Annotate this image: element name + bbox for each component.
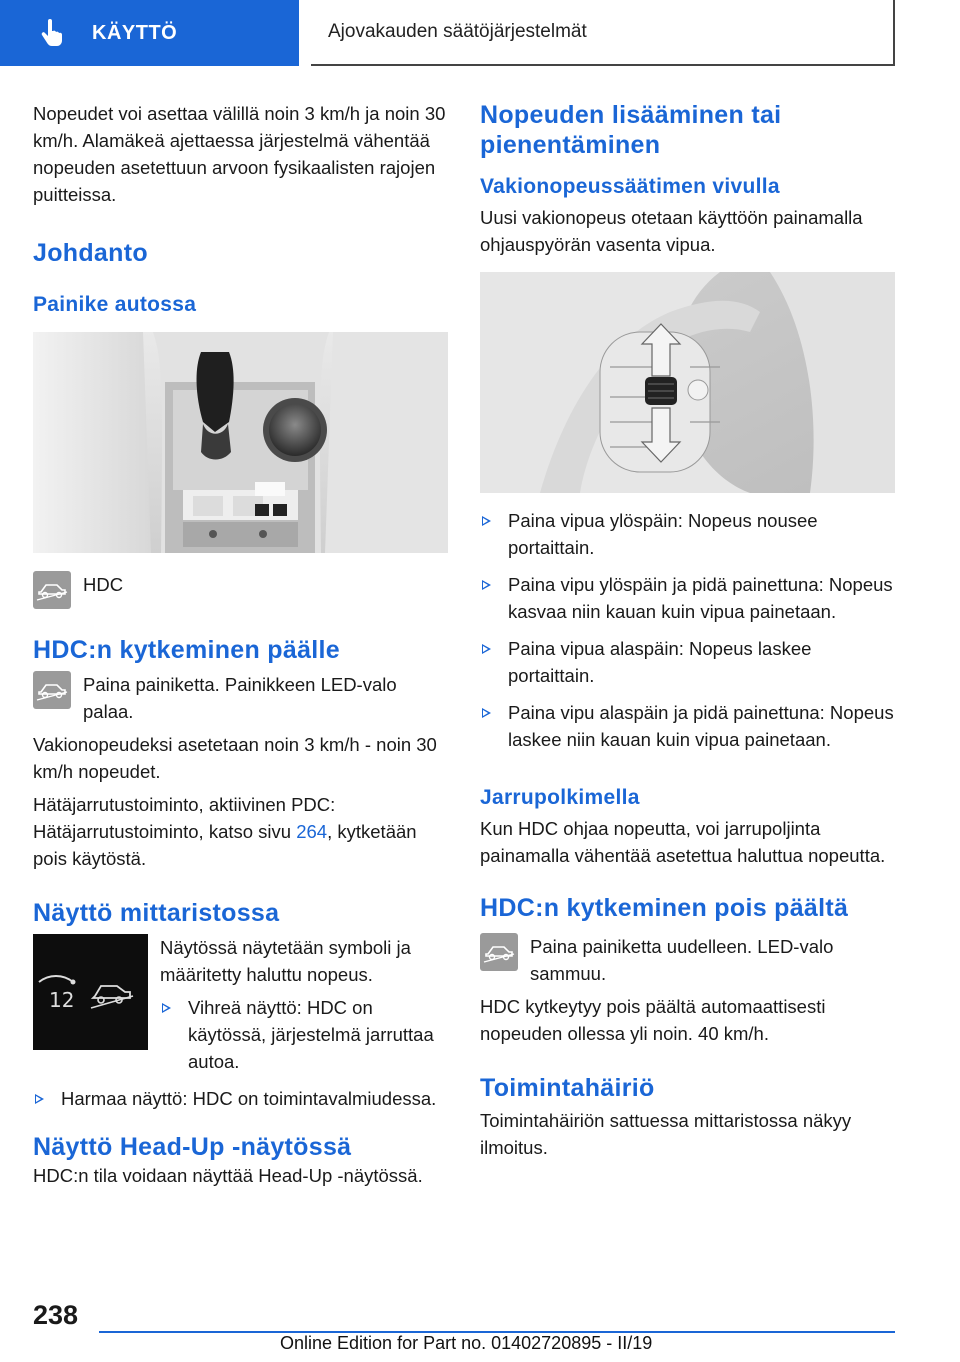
head-up-text: HDC:n tila voidaan näyttää Head-Up -näytössä. (33, 1165, 423, 1186)
pointing-hand-icon (40, 19, 64, 47)
hdc-car-symbol-icon (35, 678, 69, 702)
heading-brake-pedal: Jarrupolkimella (480, 786, 640, 809)
malfunction-text: Toimintahäiriön sattuessa mittaristossa näkyy ilmoitus. (480, 1110, 852, 1158)
emergency-brake-text (33, 791, 448, 872)
hdc-car-symbol-icon (35, 578, 69, 602)
heading-malfunction: Toimintahäiriö (480, 1074, 655, 1102)
left-column (33, 100, 448, 1195)
bullet-down-hold: Paina vipu alaspäin ja pidä painettuna: Nopeus laskee niin kauan kuin vipua painetaan. (480, 699, 895, 753)
steering-wheel-illustration (480, 272, 895, 493)
cluster-bullets (160, 994, 448, 1075)
brake-text-part1: Hätäjarrutustoiminto, aktiivinen PDC: Hätäjarrutustoiminto, katso sivu (33, 794, 336, 842)
chapter-title-text: Ajovakauden säätöjärjestelmät (328, 21, 587, 42)
bullet-up-step: Paina vipua ylöspäin: Nopeus nousee portaittain. (480, 507, 895, 561)
chapter-title (311, 0, 895, 66)
brake-text-part2: , kytketään pois käytöstä. (33, 821, 417, 869)
heading-change-speed: Nopeuden lisääminen tai pienentäminen (480, 101, 782, 159)
cluster-display-description (160, 934, 448, 1085)
heading-with-lever: Vakionopeussäätimen vivulla (480, 175, 780, 198)
heading-head-up: Näyttö Head-Up -näytössä (33, 1133, 352, 1161)
console-illustration (33, 332, 448, 553)
console-figure (33, 332, 448, 553)
lever-bullets (480, 507, 895, 753)
switch-on-instruction (33, 671, 448, 731)
hdc-legend (33, 571, 448, 609)
steering-wheel-figure (480, 272, 895, 493)
cluster-bullets-2 (33, 1085, 448, 1112)
switch-off-instruction (480, 933, 895, 993)
page-header (0, 0, 960, 66)
section-label: KÄYTTÖ (92, 21, 178, 44)
section-tab[interactable] (0, 0, 299, 66)
bullet-green-display: Vihreä näyttö: HDC on käytössä, järjestelmä jarruttaa autoa. (160, 994, 448, 1075)
cluster-display-image (33, 934, 148, 1050)
hdc-car-symbol-icon (482, 940, 516, 964)
lever-text: Uusi vakionopeus otetaan käyttöön painamalla ohjauspyörän vasenta vipua. (480, 207, 863, 255)
switch-on-text: Paina painiketta. Painikkeen LED-valo palaa. (83, 674, 397, 722)
heading-button-in-car: Painike autossa (33, 293, 197, 316)
heading-switch-off: HDC:n kytkeminen pois päältä (480, 894, 849, 922)
cluster-display-text: Näytössä näytetään symboli ja määritetty haluttu nopeus. (160, 937, 411, 985)
speeds-text: Vakionopeudeksi asetetaan noin 3 km/h - noin 30 km/h nopeudet. (33, 734, 437, 782)
hdc-icon (33, 571, 71, 609)
intro-paragraph: Nopeudet voi asettaa välillä noin 3 km/h ja noin 30 km/h. Alamäkeä ajettaessa järjestelmä vähentää nopeuden asetettuun arvoon fysikaalisten rajojen puitteissa. (33, 103, 446, 205)
switch-off-text: Paina painiketta uudelleen. LED-valo sammuu. (530, 936, 834, 984)
bullet-up-hold: Paina vipu ylöspäin ja pidä painettuna: Nopeus kasvaa niin kauan kuin vipua painetaan. (480, 571, 895, 625)
bullet-grey-display: Harmaa näyttö: HDC on toimintavalmiudessa. (33, 1085, 448, 1112)
cluster-display-block (33, 934, 448, 1085)
heading-switch-on: HDC:n kytkeminen päälle (33, 636, 340, 664)
hdc-button-icon (480, 933, 518, 971)
edition-info: Online Edition for Part no. 01402720895 - II/19 (280, 1333, 653, 1353)
heading-cluster-display: Näyttö mittaristossa (33, 899, 280, 927)
page-number: 238 (33, 1300, 79, 1330)
bullet-down-step: Paina vipua alaspäin: Nopeus laskee portaittain. (480, 635, 895, 689)
hdc-label: HDC (83, 574, 124, 595)
heading-intro: Johdanto (33, 239, 148, 267)
cluster-speed-value: 12 (49, 988, 75, 1012)
pedal-text: Kun HDC ohjaa nopeutta, voi jarrupoljinta painamalla vähentää asetettua haluttua nopeutta. (480, 818, 886, 866)
right-column (480, 100, 895, 1167)
page-link-264[interactable]: 264 (296, 821, 328, 842)
hdc-button-icon (33, 671, 71, 709)
auto-off-text: HDC kytkeytyy pois päältä automaattisesti nopeuden ollessa yli noin. 40 km/h. (480, 996, 826, 1044)
